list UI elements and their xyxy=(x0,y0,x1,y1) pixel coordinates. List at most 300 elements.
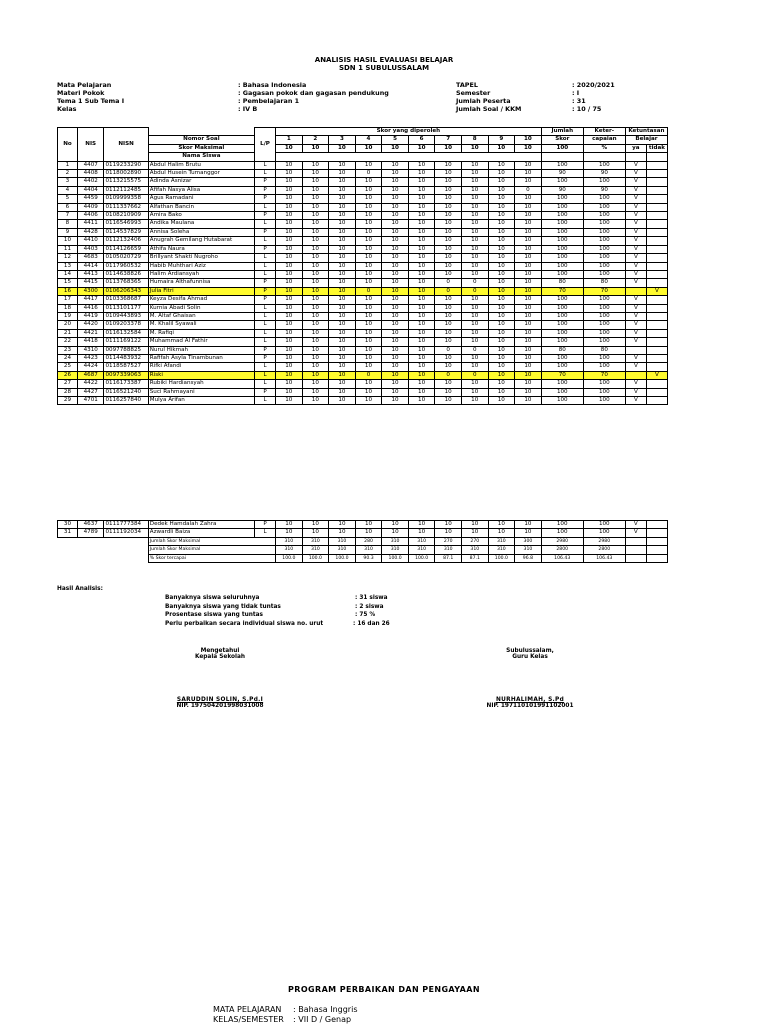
cell-score: 10 xyxy=(302,521,329,529)
cell-score: 10 xyxy=(276,296,303,304)
cell-score: 10 xyxy=(462,521,489,529)
cell-no: 11 xyxy=(58,245,78,253)
header-belajar: Belajar xyxy=(625,136,667,144)
cell-total: 100 xyxy=(541,178,583,186)
cell-no: 28 xyxy=(58,388,78,396)
cell-tuntas-ya: V xyxy=(625,521,646,529)
cell-total: 100 xyxy=(541,354,583,362)
cell-score: 10 xyxy=(488,338,515,346)
cell-no: 1 xyxy=(58,161,78,169)
summary-empty xyxy=(625,554,646,562)
cell-nis: 4415 xyxy=(77,279,104,287)
cell-tuntas-tidak xyxy=(646,186,667,194)
summary-label: Jumlah Skor Maksimal xyxy=(148,546,275,554)
summary-value: 310 xyxy=(276,537,303,545)
cell-score: 10 xyxy=(435,245,462,253)
cell-score: 10 xyxy=(461,388,488,396)
cell-score: 10 xyxy=(435,363,462,371)
cell-pct: 100 xyxy=(583,203,625,211)
header-nama-siswa: Nama Siswa xyxy=(148,153,254,161)
cell-score: 10 xyxy=(515,287,542,295)
cell-score: 10 xyxy=(488,397,515,405)
cell-score: 10 xyxy=(461,195,488,203)
cell-no: 29 xyxy=(58,397,78,405)
cell-total: 100 xyxy=(541,220,583,228)
cell-nisn: 0111169122 xyxy=(104,338,148,346)
cell-score: 10 xyxy=(515,296,542,304)
cell-score: 10 xyxy=(515,228,542,236)
summary-spacer xyxy=(58,554,149,562)
cell-score: 10 xyxy=(276,521,303,529)
cell-nisn: 0097788825 xyxy=(104,346,148,354)
summary-total: 2980 xyxy=(541,537,583,545)
cell-score: 10 xyxy=(408,161,435,169)
cell-name: Annisa Soleha xyxy=(148,228,254,236)
cell-score: 10 xyxy=(408,329,435,337)
cell-pct: 100 xyxy=(583,220,625,228)
summary-row xyxy=(58,546,668,554)
cell-score: 10 xyxy=(302,245,329,253)
cell-name: Rubiki Hardiansyah xyxy=(148,380,254,388)
cell-score: 10 xyxy=(515,312,542,320)
cell-nisn: 0113215575 xyxy=(104,178,148,186)
cell-no: 2 xyxy=(58,170,78,178)
cell-score: 10 xyxy=(355,270,382,278)
cell-score: 10 xyxy=(515,321,542,329)
summary-value: 100.0 xyxy=(329,554,356,562)
cell-score: 10 xyxy=(488,521,515,529)
cell-tuntas-tidak: V xyxy=(646,371,667,379)
summary-value: 310 xyxy=(382,537,409,545)
cell-lp: P xyxy=(255,354,276,362)
summary-value: 310 xyxy=(488,537,515,545)
cell-score: 10 xyxy=(461,312,488,320)
cell-score: 10 xyxy=(276,195,303,203)
cell-score: 10 xyxy=(302,380,329,388)
cell-pct: 100 xyxy=(583,397,625,405)
cell-name: Azwardli Baiza xyxy=(148,529,254,537)
cell-score: 10 xyxy=(515,170,542,178)
header-ketuntasan: Ketuntasan xyxy=(625,128,667,136)
cell-score: 0 xyxy=(435,287,462,295)
cell-name: Alfathan Bancin xyxy=(148,203,254,211)
meta-value: : Bahasa Indonesia xyxy=(238,81,307,89)
cell-nis: 4687 xyxy=(77,371,104,379)
cell-score: 10 xyxy=(302,237,329,245)
cell-score: 10 xyxy=(515,363,542,371)
summary-value: 100.0 xyxy=(488,554,515,562)
cell-score: 10 xyxy=(408,354,435,362)
cell-tuntas-ya: V xyxy=(625,380,646,388)
cell-score: 10 xyxy=(515,279,542,287)
cell-score: 0 xyxy=(461,371,488,379)
table-body-continued xyxy=(58,521,668,538)
cell-name: Keyza Desifa Ahmad xyxy=(148,296,254,304)
cell-tuntas-ya: V xyxy=(625,397,646,405)
summary-total: 106.43 xyxy=(541,554,583,562)
cell-lp: L xyxy=(255,304,276,312)
cell-no: 12 xyxy=(58,254,78,262)
cell-score: 10 xyxy=(461,186,488,194)
cell-lp: P xyxy=(255,245,276,253)
cell-score: 10 xyxy=(435,228,462,236)
cell-lp: L xyxy=(255,371,276,379)
cell-score: 10 xyxy=(355,203,382,211)
cell-score: 10 xyxy=(435,304,462,312)
cell-tuntas-ya: V xyxy=(625,312,646,320)
header-soal-number: 2 xyxy=(302,136,329,144)
table-row xyxy=(58,245,668,253)
cell-score: 10 xyxy=(382,354,409,362)
header-nisn: NISN xyxy=(104,128,148,162)
cell-lp: P xyxy=(255,186,276,194)
header-jumlah-max: 100 xyxy=(541,144,583,152)
cell-total: 80 xyxy=(541,346,583,354)
cell-score: 10 xyxy=(515,388,542,396)
cell-score: 10 xyxy=(515,397,542,405)
meta-value: : Pembelajaran 1 xyxy=(238,97,300,105)
table-row xyxy=(58,380,668,388)
table-row xyxy=(58,279,668,287)
cell-score: 10 xyxy=(408,397,435,405)
cell-score: 10 xyxy=(329,312,356,320)
cell-score: 10 xyxy=(408,228,435,236)
cell-pct: 100 xyxy=(583,354,625,362)
summary-value: 100.0 xyxy=(382,554,409,562)
summary-row xyxy=(58,537,668,545)
cell-name: Afifah Nasya Alisa xyxy=(148,186,254,194)
cell-score: 0 xyxy=(461,346,488,354)
cell-tuntas-tidak xyxy=(646,354,667,362)
analysis-label: Banyaknya siswa seluruhnya xyxy=(165,595,260,601)
table-row xyxy=(58,203,668,211)
cell-score: 10 xyxy=(435,178,462,186)
header-max-score: 10 xyxy=(329,144,356,152)
cell-tuntas-tidak xyxy=(646,329,667,337)
table-row xyxy=(58,371,668,379)
cell-pct: 100 xyxy=(583,312,625,320)
cell-score: 10 xyxy=(276,304,303,312)
summary-empty xyxy=(646,554,667,562)
cell-score: 10 xyxy=(382,237,409,245)
cell-lp: L xyxy=(255,170,276,178)
cell-total: 100 xyxy=(541,521,583,529)
cell-no: 9 xyxy=(58,228,78,236)
cell-score: 10 xyxy=(488,262,515,270)
cell-score: 10 xyxy=(488,170,515,178)
cell-score: 10 xyxy=(355,397,382,405)
cell-score: 10 xyxy=(329,346,356,354)
cell-no: 18 xyxy=(58,304,78,312)
cell-score: 10 xyxy=(329,195,356,203)
cell-score: 10 xyxy=(382,296,409,304)
cell-score: 10 xyxy=(461,270,488,278)
cell-score: 0 xyxy=(435,371,462,379)
cell-score: 10 xyxy=(408,296,435,304)
meta-value: : Gagasan pokok dan gagasan pendukung xyxy=(238,89,389,97)
cell-pct: 100 xyxy=(583,254,625,262)
table-row xyxy=(58,529,668,537)
cell-score: 10 xyxy=(408,195,435,203)
summary-value: 96.8 xyxy=(515,554,542,562)
analysis-value: : 16 dan 26 xyxy=(353,620,390,627)
cell-score: 0 xyxy=(461,287,488,295)
signature-left-line1: Mengetahui xyxy=(200,648,240,654)
cell-nis: 4406 xyxy=(77,212,104,220)
header-max-score: 10 xyxy=(302,144,329,152)
cell-score: 10 xyxy=(302,279,329,287)
cell-score: 10 xyxy=(435,270,462,278)
cell-score: 10 xyxy=(515,371,542,379)
cell-score: 0 xyxy=(461,279,488,287)
cell-score: 10 xyxy=(488,254,515,262)
cell-score: 10 xyxy=(329,254,356,262)
summary-value: 100.0 xyxy=(276,554,303,562)
cell-pct: 80 xyxy=(583,346,625,354)
cell-score: 10 xyxy=(461,329,488,337)
cell-nisn: 0118587527 xyxy=(104,363,148,371)
table-row xyxy=(58,237,668,245)
cell-name: M. Khalil Syawali xyxy=(148,321,254,329)
cell-score: 10 xyxy=(355,237,382,245)
cell-tuntas-tidak xyxy=(646,220,667,228)
cell-score: 10 xyxy=(276,371,303,379)
cell-score: 0 xyxy=(515,186,542,194)
summary-value: 100.0 xyxy=(408,554,435,562)
cell-no: 5 xyxy=(58,195,78,203)
summary-value: 310 xyxy=(408,546,435,554)
cell-score: 10 xyxy=(355,220,382,228)
cell-no: 23 xyxy=(58,346,78,354)
cell-nis: 4402 xyxy=(77,178,104,186)
cell-total: 100 xyxy=(541,237,583,245)
cell-score: 10 xyxy=(488,380,515,388)
cell-score: 10 xyxy=(355,521,382,529)
header-nomor-soal: Nomor Soal xyxy=(148,136,254,144)
summary-value: 310 xyxy=(382,546,409,554)
cell-score: 10 xyxy=(329,178,356,186)
cell-tuntas-ya: V xyxy=(625,363,646,371)
cell-score: 10 xyxy=(435,262,462,270)
header-soal-number: 1 xyxy=(276,136,303,144)
cell-score: 10 xyxy=(355,195,382,203)
cell-no: 21 xyxy=(58,329,78,337)
cell-name: Anugrah Gemilang Hutabarat xyxy=(148,237,254,245)
cell-nisn: 0119233290 xyxy=(104,161,148,169)
cell-score: 10 xyxy=(302,346,329,354)
cell-nis: 4410 xyxy=(77,237,104,245)
cell-lp: P xyxy=(255,279,276,287)
header-skor-diperoleh: Skor yang diperoleh xyxy=(276,128,542,136)
cell-score: 10 xyxy=(488,270,515,278)
cell-score: 10 xyxy=(276,237,303,245)
cell-score: 10 xyxy=(329,203,356,211)
cell-total: 70 xyxy=(541,287,583,295)
cell-total: 100 xyxy=(541,245,583,253)
cell-no: 6 xyxy=(58,203,78,211)
program-meta-value: : Bahasa Inggris xyxy=(293,1005,358,1014)
cell-total: 100 xyxy=(541,212,583,220)
cell-score: 10 xyxy=(435,380,462,388)
cell-tuntas-tidak xyxy=(646,170,667,178)
cell-score: 10 xyxy=(435,296,462,304)
analysis-label: Prosentase siswa yang tuntas xyxy=(165,612,263,618)
cell-score: 10 xyxy=(382,529,409,537)
cell-score: 10 xyxy=(488,371,515,379)
cell-total: 100 xyxy=(541,312,583,320)
cell-score: 10 xyxy=(382,346,409,354)
cell-nisn: 0109443893 xyxy=(104,312,148,320)
cell-name: Halim Ardiansyah xyxy=(148,270,254,278)
cell-nis: 4701 xyxy=(77,397,104,405)
cell-name: Riski xyxy=(148,371,254,379)
cell-score: 10 xyxy=(302,228,329,236)
cell-score: 10 xyxy=(382,287,409,295)
cell-score: 10 xyxy=(276,279,303,287)
cell-score: 10 xyxy=(355,529,382,537)
table-row xyxy=(58,228,668,236)
table-row xyxy=(58,254,668,262)
cell-pct: 90 xyxy=(583,186,625,194)
summary-value: 280 xyxy=(355,537,382,545)
cell-tuntas-ya: V xyxy=(625,388,646,396)
cell-pct: 70 xyxy=(583,371,625,379)
cell-nis: 4417 xyxy=(77,296,104,304)
cell-score: 10 xyxy=(461,321,488,329)
cell-tuntas-tidak xyxy=(646,279,667,287)
cell-tuntas-ya: V xyxy=(625,279,646,287)
cell-name: Agus Ramadani xyxy=(148,195,254,203)
cell-score: 10 xyxy=(329,220,356,228)
summary-value: 310 xyxy=(302,546,329,554)
cell-score: 10 xyxy=(329,397,356,405)
cell-lp: L xyxy=(255,380,276,388)
cell-score: 10 xyxy=(435,312,462,320)
cell-tuntas-ya: V xyxy=(625,262,646,270)
cell-score: 10 xyxy=(515,237,542,245)
cell-name: Rafifah Asyla Tinambunan xyxy=(148,354,254,362)
meta-right xyxy=(456,81,615,113)
cell-no: 14 xyxy=(58,270,78,278)
cell-tuntas-ya: V xyxy=(625,321,646,329)
cell-nisn: 0116257840 xyxy=(104,397,148,405)
cell-nis: 4310 xyxy=(77,346,104,354)
cell-tuntas-tidak xyxy=(646,397,667,405)
cell-score: 10 xyxy=(435,170,462,178)
program-meta xyxy=(213,1005,358,1025)
header-max-score: 10 xyxy=(515,144,542,152)
meta-label: Materi Pokok xyxy=(57,89,105,97)
cell-total: 100 xyxy=(541,270,583,278)
cell-tuntas-tidak: V xyxy=(646,287,667,295)
cell-score: 10 xyxy=(435,397,462,405)
score-table xyxy=(57,127,668,405)
cell-score: 10 xyxy=(276,354,303,362)
meta-value: : IV B xyxy=(238,105,258,113)
meta-label: Kelas xyxy=(57,105,77,113)
cell-nisn: 0112112485 xyxy=(104,186,148,194)
cell-tuntas-tidak xyxy=(646,338,667,346)
cell-score: 10 xyxy=(515,354,542,362)
cell-score: 10 xyxy=(515,380,542,388)
cell-score: 10 xyxy=(515,262,542,270)
cell-pct: 100 xyxy=(583,237,625,245)
cell-score: 10 xyxy=(461,363,488,371)
cell-tuntas-ya: V xyxy=(625,338,646,346)
cell-pct: 100 xyxy=(583,228,625,236)
cell-no: 25 xyxy=(58,363,78,371)
cell-nisn: 0114126659 xyxy=(104,245,148,253)
cell-name: Muhammad Al Fathir xyxy=(148,338,254,346)
header-max-score: 10 xyxy=(461,144,488,152)
cell-score: 10 xyxy=(355,304,382,312)
cell-no: 30 xyxy=(58,521,78,529)
cell-total: 100 xyxy=(541,195,583,203)
cell-score: 10 xyxy=(461,354,488,362)
cell-score: 10 xyxy=(355,279,382,287)
cell-score: 10 xyxy=(329,388,356,396)
cell-score: 10 xyxy=(488,363,515,371)
cell-nis: 4416 xyxy=(77,304,104,312)
cell-score: 10 xyxy=(515,203,542,211)
cell-tuntas-tidak xyxy=(646,296,667,304)
cell-name: Humaira Althafunnisa xyxy=(148,279,254,287)
cell-score: 10 xyxy=(276,363,303,371)
cell-score: 10 xyxy=(329,354,356,362)
cell-score: 10 xyxy=(462,529,489,537)
cell-score: 10 xyxy=(276,178,303,186)
cell-total: 100 xyxy=(541,329,583,337)
cell-tuntas-ya: V xyxy=(625,203,646,211)
cell-score: 10 xyxy=(329,279,356,287)
cell-score: 10 xyxy=(488,220,515,228)
header-soal-number: 5 xyxy=(382,136,409,144)
cell-tuntas-tidak xyxy=(646,195,667,203)
cell-name: Brillyant Shakti Nugroho xyxy=(148,254,254,262)
cell-lp: L xyxy=(255,329,276,337)
cell-nis: 4424 xyxy=(77,363,104,371)
cell-pct: 100 xyxy=(583,212,625,220)
cell-total: 100 xyxy=(541,254,583,262)
header-soal-number: 7 xyxy=(435,136,462,144)
cell-score: 10 xyxy=(435,321,462,329)
cell-tuntas-tidak xyxy=(646,254,667,262)
cell-score: 10 xyxy=(355,354,382,362)
cell-score: 10 xyxy=(329,371,356,379)
cell-score: 10 xyxy=(276,329,303,337)
cell-score: 10 xyxy=(488,228,515,236)
cell-score: 10 xyxy=(302,287,329,295)
cell-nis: 4403 xyxy=(77,245,104,253)
cell-score: 10 xyxy=(302,354,329,362)
cell-tuntas-tidak xyxy=(646,262,667,270)
cell-score: 10 xyxy=(355,245,382,253)
cell-score: 10 xyxy=(329,262,356,270)
summary-value: 100.0 xyxy=(302,554,329,562)
cell-lp: P xyxy=(255,228,276,236)
cell-no: 10 xyxy=(58,237,78,245)
program-meta-label: KELAS/SEMESTER xyxy=(213,1015,284,1024)
table-row xyxy=(58,186,668,194)
cell-score: 10 xyxy=(355,338,382,346)
cell-pct: 100 xyxy=(583,195,625,203)
summary-spacer xyxy=(58,537,149,545)
cell-score: 10 xyxy=(408,338,435,346)
cell-score: 10 xyxy=(276,245,303,253)
summary-value: 310 xyxy=(355,546,382,554)
cell-score: 10 xyxy=(276,380,303,388)
cell-nisn: 0114638826 xyxy=(104,270,148,278)
